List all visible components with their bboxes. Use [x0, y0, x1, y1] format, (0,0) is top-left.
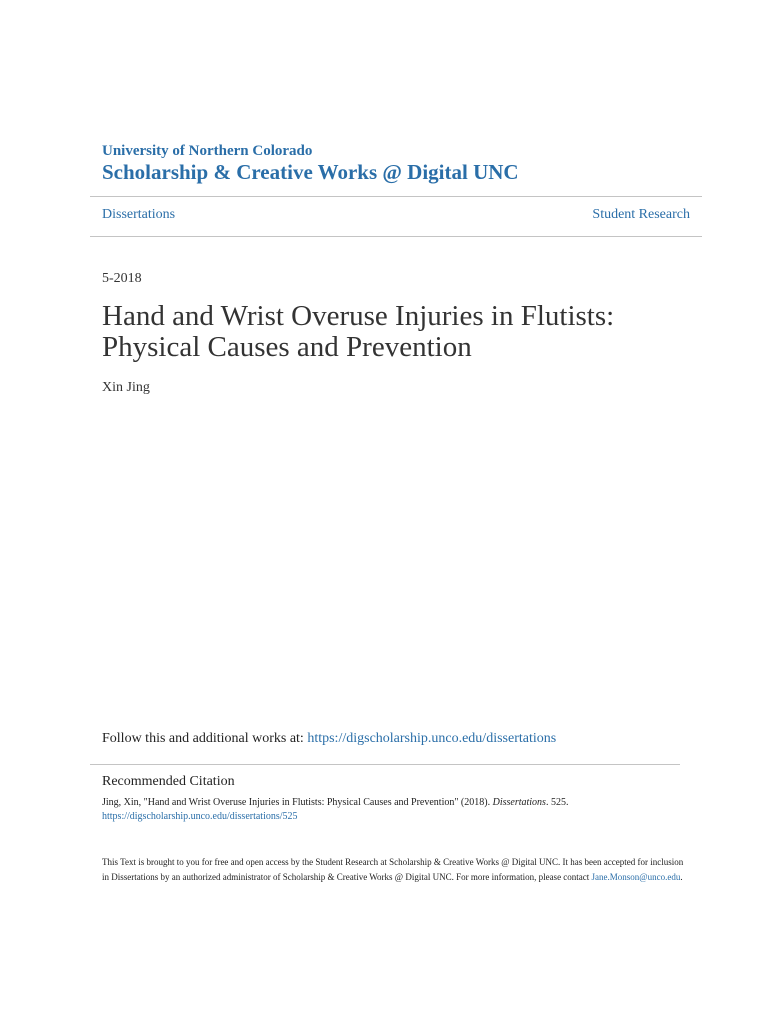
publication-date: 5-2018 — [102, 271, 142, 286]
top-divider — [90, 196, 702, 197]
citation-text: Jing, Xin, "Hand and Wrist Overuse Injuries in Flutists: Physical Causes and Prevention" (2018). — [102, 797, 493, 808]
repository-name[interactable]: Scholarship & Creative Works @ Digital UNC — [102, 160, 519, 184]
citation-divider — [90, 764, 680, 765]
citation-block — [102, 796, 702, 824]
notice-text: This Text is brought to you for free and open access by the Student Research at Scholarship & Creative Works @ Digital UNC. It has been accepted for inclusion in Dissertations by an authorized administrator of Scholarship & Creative Works @ Digital UNC. For more information, please contact — [102, 857, 684, 882]
follow-prefix: Follow this and additional works at: — [102, 731, 308, 746]
citation-number: . 525. — [545, 797, 569, 808]
access-notice — [102, 855, 692, 885]
contact-email-link[interactable]: Jane.Monson@unco.edu — [591, 872, 681, 882]
follow-line — [102, 731, 556, 747]
author-name: Xin Jing — [102, 380, 150, 395]
university-name: University of Northern Colorado — [102, 143, 313, 159]
dissertations-link[interactable]: Dissertations — [102, 207, 176, 222]
citation-series: Dissertations — [492, 797, 546, 808]
citation-url-link[interactable]: https://digscholarship.unco.edu/dissertations/525 — [102, 811, 298, 822]
collection-url-link[interactable]: https://digscholarship.unco.edu/dissertations — [307, 731, 557, 746]
student-research-link[interactable]: Student Research — [592, 207, 690, 222]
document-title: Hand and Wrist Overuse Injuries in Flutists: Physical Causes and Prevention — [102, 300, 615, 363]
recommended-citation-heading: Recommended Citation — [102, 774, 235, 789]
notice-end: . — [680, 872, 683, 882]
nav-divider — [90, 236, 702, 237]
